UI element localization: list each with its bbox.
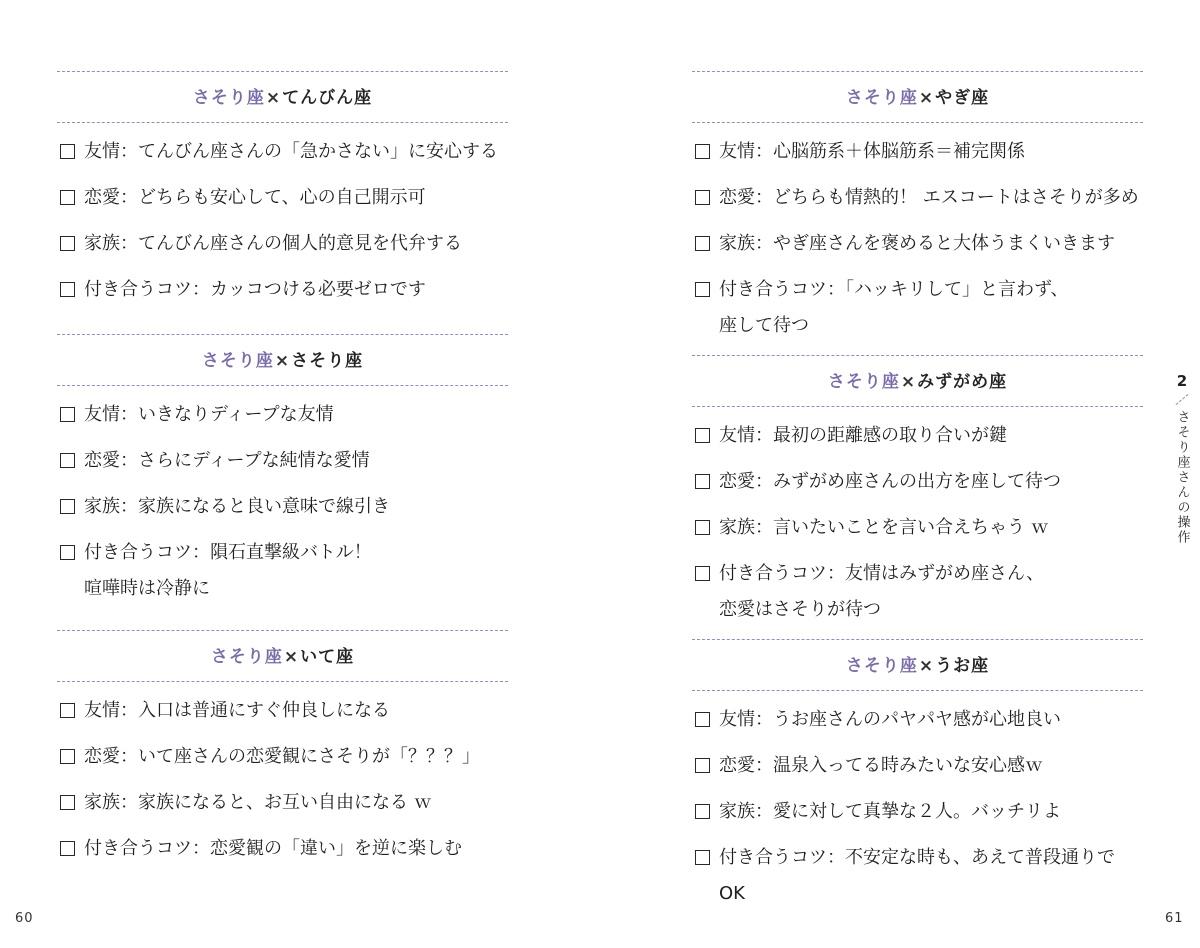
page-number-right: 61 xyxy=(1165,911,1184,926)
checkbox-icon xyxy=(695,758,710,773)
item-text: 家族：愛に対して真摯な２人。バッチリよ xyxy=(719,801,1061,822)
section-title xyxy=(57,335,508,385)
checklist-item xyxy=(57,134,508,170)
item-text: 付き合うコツ：隕石直撃級バトル！ xyxy=(84,542,372,563)
item-text: 友情：最初の距離感の取り合いが鍵 xyxy=(719,425,1007,446)
checklist-item xyxy=(57,226,508,262)
item-text: 家族：てんびん座さんの個人的意見を代弁する xyxy=(84,233,462,254)
item-text: 家族：家族になると、お互い自由になる ｗ xyxy=(84,792,432,813)
checklist xyxy=(692,418,1143,628)
cross-symbol: × xyxy=(274,351,291,371)
sign-a-label: さそり座 xyxy=(845,656,918,676)
sign-a-label: さそり座 xyxy=(845,88,918,108)
sign-b-label: みずがめ座 xyxy=(917,372,1008,392)
checklist-item xyxy=(57,272,508,308)
checkbox-icon xyxy=(60,282,75,297)
chapter-side-tab xyxy=(1170,372,1194,549)
checkbox-icon xyxy=(60,407,75,422)
checkbox-icon xyxy=(60,795,75,810)
checklist-item xyxy=(57,443,508,479)
dashed-rule xyxy=(57,385,508,386)
sign-b-label: うお座 xyxy=(935,656,990,676)
checkbox-icon xyxy=(695,850,710,865)
checkbox-icon xyxy=(60,703,75,718)
dashed-rule xyxy=(692,690,1143,691)
item-text: 友情：心脳筋系＋体脳筋系＝補完関係 xyxy=(719,141,1025,162)
item-text: 恋愛：いて座さんの恋愛観にさそりが「？？？」 xyxy=(84,746,480,767)
item-text-continued: 座して待つ xyxy=(719,315,809,336)
checklist-item xyxy=(57,693,508,729)
checklist-item xyxy=(57,535,508,607)
checkbox-icon xyxy=(60,841,75,856)
checkbox-icon xyxy=(695,282,710,297)
checklist-item xyxy=(692,794,1143,830)
sign-a-label: さそり座 xyxy=(210,647,283,667)
section-title xyxy=(57,631,508,681)
checklist xyxy=(692,702,1143,912)
compatibility-section xyxy=(57,334,508,607)
cross-symbol: × xyxy=(918,88,935,108)
chapter-divider xyxy=(1170,390,1194,408)
dashed-rule xyxy=(57,122,508,123)
checklist-item xyxy=(692,418,1143,454)
checkbox-icon xyxy=(60,545,75,560)
item-text: 家族：言いたいことを言い合えちゃう ｗ xyxy=(719,517,1049,538)
cross-symbol: × xyxy=(265,88,282,108)
checklist-item xyxy=(692,840,1143,912)
item-text: 友情：いきなりディープな友情 xyxy=(84,404,334,425)
section-title xyxy=(692,356,1143,406)
compatibility-section xyxy=(57,630,508,867)
checklist-item xyxy=(692,748,1143,784)
compatibility-section xyxy=(57,71,508,308)
checkbox-icon xyxy=(695,566,710,581)
item-text-continued: 恋愛はさそりが待つ xyxy=(719,599,881,620)
checkbox-icon xyxy=(60,499,75,514)
item-text: 付き合うコツ：友情はみずがめ座さん、 xyxy=(719,563,1045,584)
section-title xyxy=(692,640,1143,690)
section-title xyxy=(692,72,1143,122)
item-text: 友情：てんびん座さんの「急かさない」に安心する xyxy=(84,141,498,162)
checklist-item xyxy=(57,180,508,216)
checklist-item xyxy=(57,831,508,867)
item-text: 恋愛：温泉入ってる時みたいな安心感ｗ xyxy=(719,755,1043,776)
checklist-item xyxy=(692,180,1143,216)
checkbox-icon xyxy=(60,144,75,159)
dashed-rule xyxy=(692,122,1143,123)
chapter-number: 2 xyxy=(1176,372,1188,390)
checklist-item xyxy=(692,556,1143,628)
item-text: 友情：入口は普通にすぐ仲良しになる xyxy=(84,700,390,721)
compatibility-section xyxy=(692,639,1143,912)
checkbox-icon xyxy=(60,749,75,764)
sign-b-label: いて座 xyxy=(300,647,355,667)
checkbox-icon xyxy=(60,236,75,251)
sign-a-label: さそり座 xyxy=(192,88,265,108)
checkbox-icon xyxy=(695,520,710,535)
item-text: 付き合うコツ：「ハッキリして」と言わず、 xyxy=(719,279,1069,300)
item-text: 恋愛：どちらも情熱的！ エスコートはさそりが多め xyxy=(719,187,1139,208)
checklist-item xyxy=(692,272,1143,344)
checkbox-icon xyxy=(695,712,710,727)
chapter-title: さそり座さんの操作 xyxy=(1174,410,1190,545)
checklist-item xyxy=(57,739,508,775)
checkbox-icon xyxy=(695,428,710,443)
sign-b-label: やぎ座 xyxy=(935,88,990,108)
item-text: 恋愛：みずがめ座さんの出方を座して待つ xyxy=(719,471,1061,492)
cross-symbol: × xyxy=(900,372,917,392)
item-text: 恋愛：どちらも安心して、心の自己開示可 xyxy=(84,187,426,208)
page-number-left: 60 xyxy=(15,911,34,926)
item-text: 家族：やぎ座さんを褒めると大体うまくいきます xyxy=(719,233,1115,254)
checklist-item xyxy=(692,134,1143,170)
item-text: 友情：うお座さんのパヤパヤ感が心地良い xyxy=(719,709,1061,730)
checkbox-icon xyxy=(695,236,710,251)
checklist-item xyxy=(57,489,508,525)
sign-a-label: さそり座 xyxy=(827,372,900,392)
checkbox-icon xyxy=(60,190,75,205)
cross-symbol: × xyxy=(918,656,935,676)
checklist xyxy=(692,134,1143,344)
dashed-rule xyxy=(57,681,508,682)
checklist-item xyxy=(57,397,508,433)
compatibility-section xyxy=(692,71,1143,344)
checklist-item xyxy=(692,702,1143,738)
checkbox-icon xyxy=(695,474,710,489)
right-page xyxy=(600,0,1200,948)
checklist-item xyxy=(692,464,1143,500)
checkbox-icon xyxy=(695,190,710,205)
compatibility-section xyxy=(692,355,1143,628)
checklist xyxy=(57,397,508,607)
item-text: 付き合うコツ：カッコつける必要ゼロです xyxy=(84,279,426,300)
item-text: 付き合うコツ：不安定な時も、あえて普段通りで OK xyxy=(719,847,1115,904)
checkbox-icon xyxy=(695,144,710,159)
item-text: 家族：家族になると良い意味で線引き xyxy=(84,496,390,517)
checkbox-icon xyxy=(60,453,75,468)
dashed-rule xyxy=(692,406,1143,407)
checklist xyxy=(57,693,508,867)
checklist xyxy=(57,134,508,308)
cross-symbol: × xyxy=(283,647,300,667)
section-title xyxy=(57,72,508,122)
sign-b-label: てんびん座 xyxy=(282,88,373,108)
item-text-continued: 喧嘩時は冷静に xyxy=(84,578,210,599)
checklist-item xyxy=(692,510,1143,546)
sign-b-label: さそり座 xyxy=(291,351,364,371)
checkbox-icon xyxy=(695,804,710,819)
checklist-item xyxy=(57,785,508,821)
item-text: 恋愛：さらにディープな純情な愛情 xyxy=(84,450,370,471)
item-text: 付き合うコツ：恋愛観の「違い」を逆に楽しむ xyxy=(84,838,462,859)
checklist-item xyxy=(692,226,1143,262)
sign-a-label: さそり座 xyxy=(201,351,274,371)
